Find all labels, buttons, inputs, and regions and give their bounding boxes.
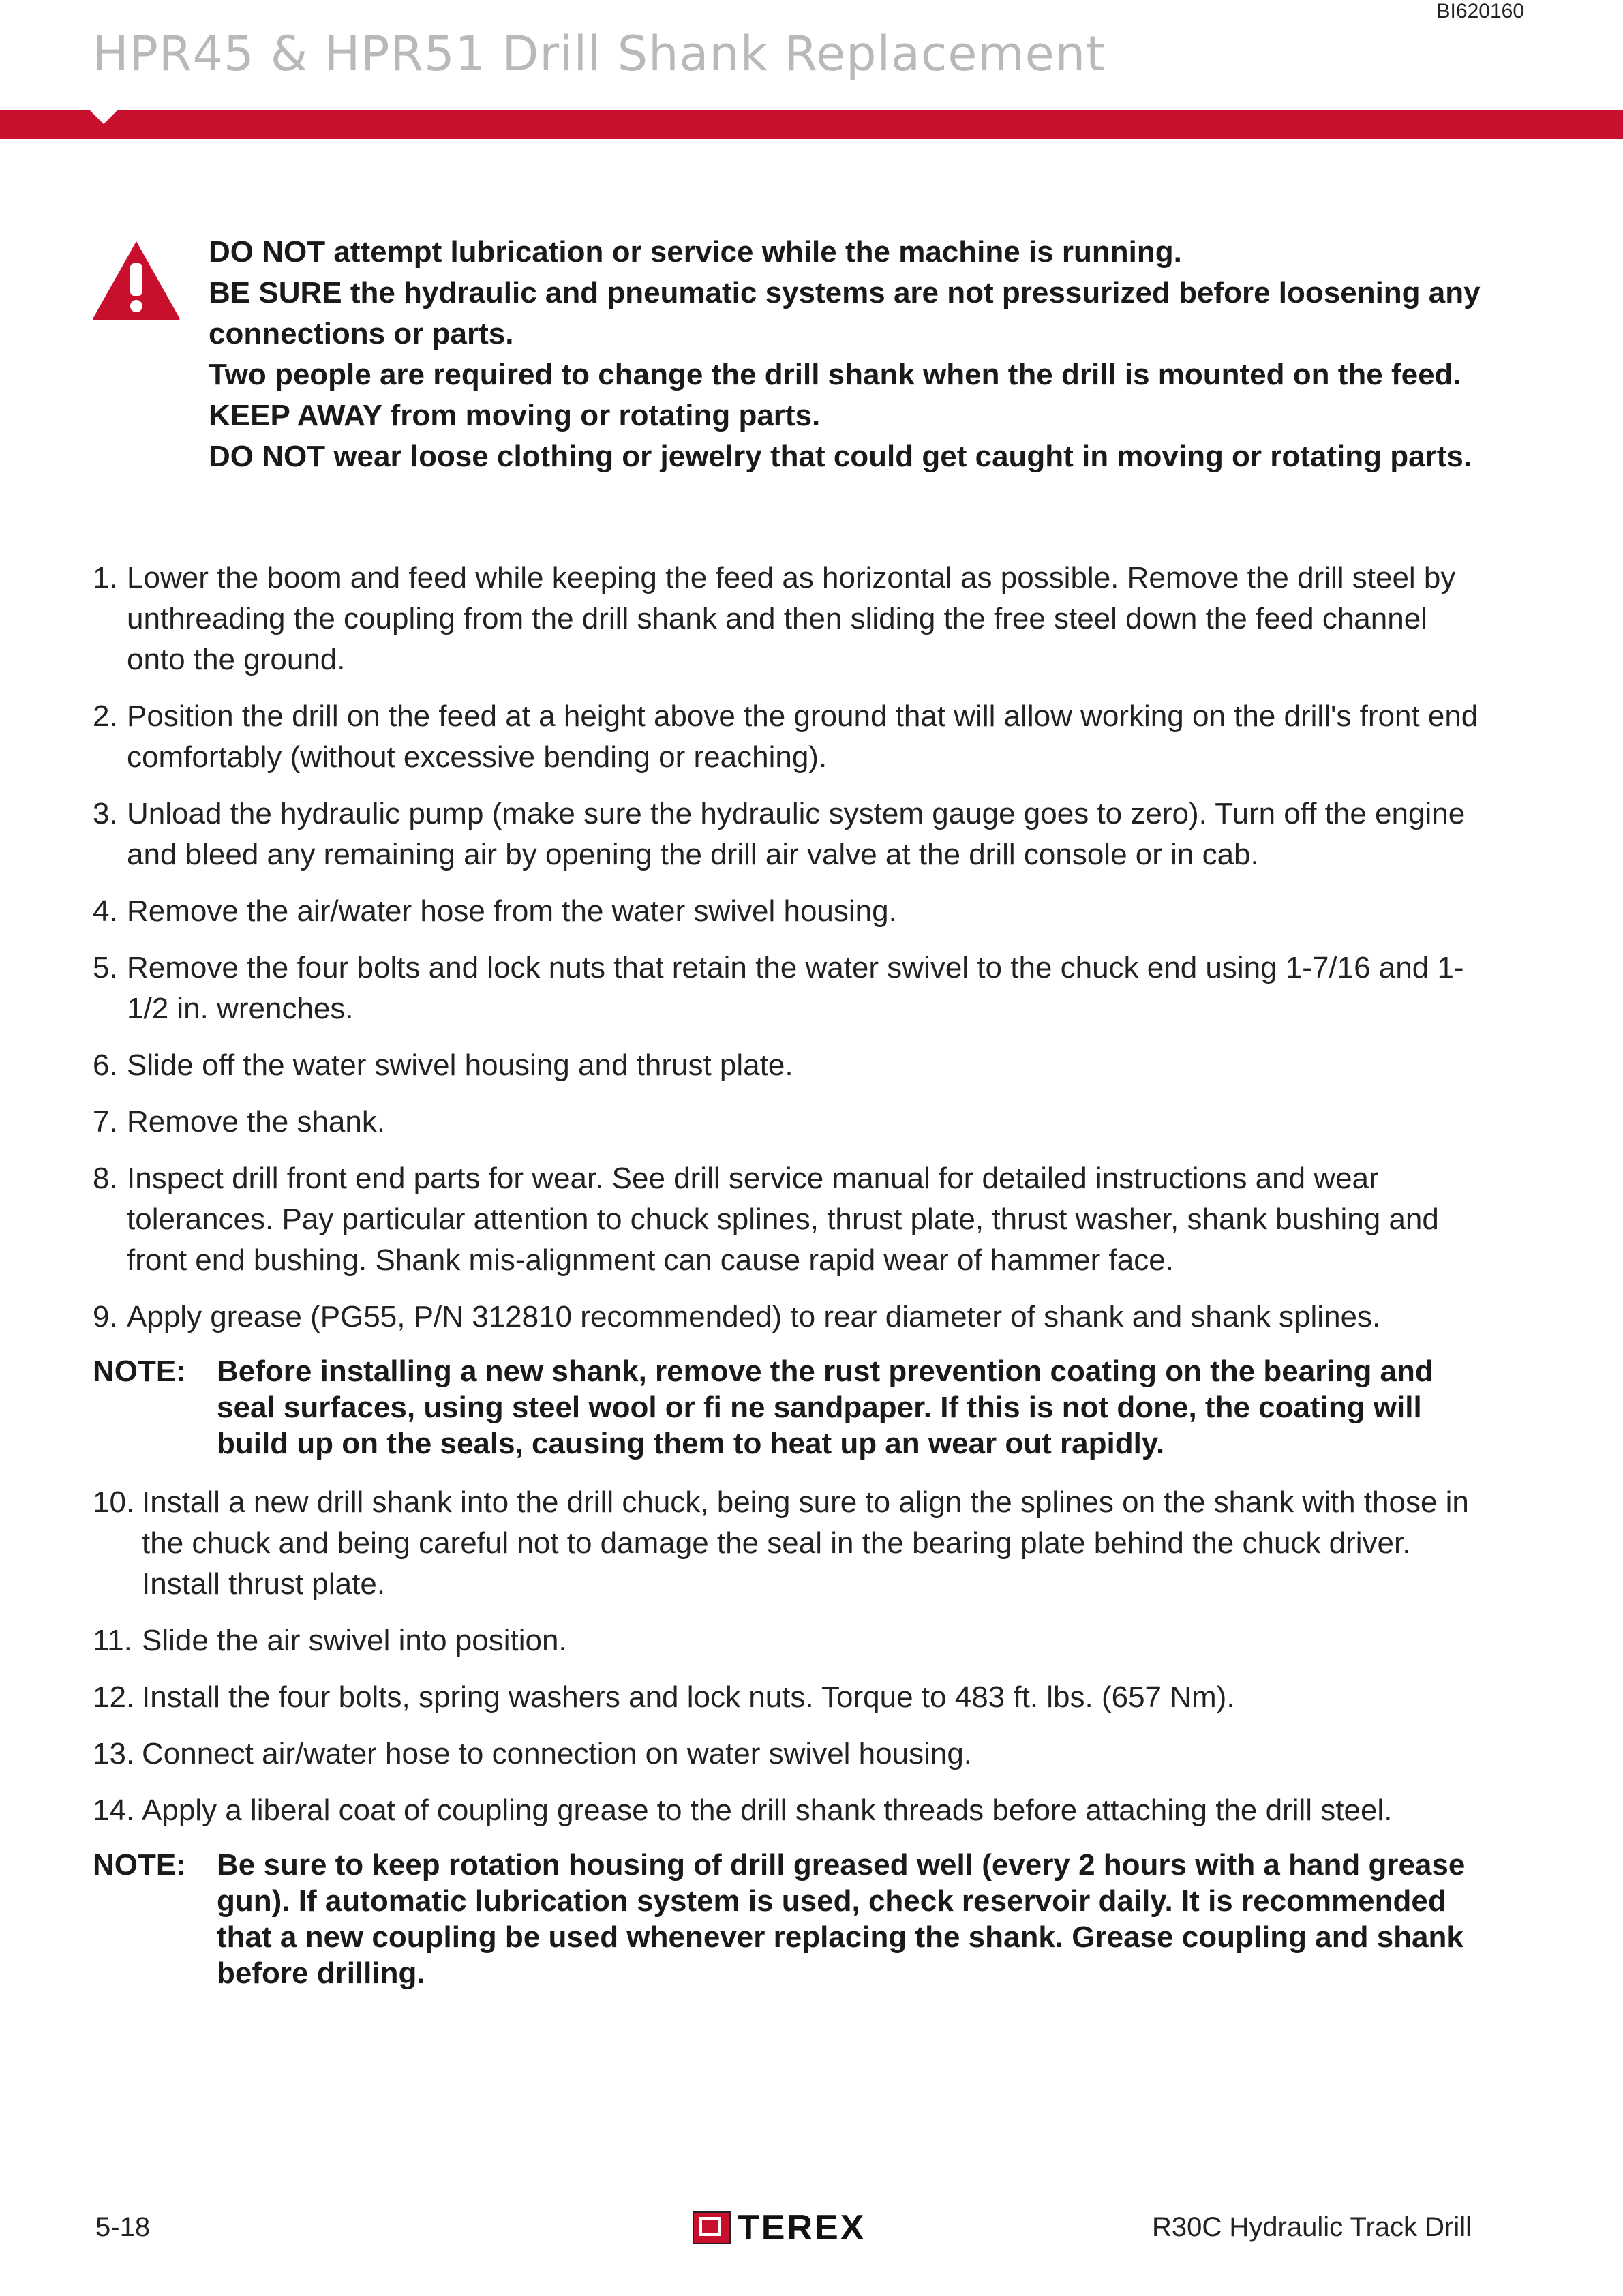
step-text: Install a new drill shank into the drill chuck, being sure to align the splines on the shank with those in the chuck and being careful not to damage the seal in the bearing plate behind the chuck driver. Install thrust plate. <box>142 1485 1469 1601</box>
step-text: Apply grease (PG55, P/N 312810 recommended) to rear diameter of shank and shank splines. <box>127 1300 1381 1333</box>
note-label: NOTE: <box>93 1355 186 1388</box>
header-notch <box>89 109 119 124</box>
warning-line: Two people are required to change the drill shank when the drill is mounted on the feed. <box>209 358 1461 391</box>
step-text: Unload the hydraulic pump (make sure the hydraulic system gauge goes to zero). Turn off the engine and bleed any remaining air by opening the drill air valve at the drill console or in cab. <box>127 797 1466 871</box>
note-block <box>93 1847 1483 1991</box>
list-item <box>93 1297 1483 1338</box>
step-number: 12. <box>93 1680 135 1714</box>
step-number: 5. <box>93 951 118 984</box>
terex-mark-icon <box>693 2211 731 2244</box>
document-name: R30C Hydraulic Track Drill <box>1152 2212 1472 2242</box>
note-block <box>93 1353 1483 1462</box>
terex-logo <box>693 2209 866 2247</box>
warning-line: BE SURE the hydraulic and pneumatic systems are not pressurized before loosening any connections or parts. <box>209 276 1481 350</box>
procedure-steps <box>93 558 1483 2012</box>
list-item <box>93 794 1483 875</box>
note-label: NOTE: <box>93 1848 186 1882</box>
step-number: 6. <box>93 1048 118 1082</box>
list-item <box>93 1102 1483 1143</box>
list-item <box>93 1158 1483 1281</box>
step-number: 4. <box>93 894 118 928</box>
page-title: HPR45 & HPR51 Drill Shank Replacement <box>93 26 1106 82</box>
list-item <box>93 1620 1483 1661</box>
step-number: 9. <box>93 1300 118 1333</box>
list-item <box>93 1045 1483 1086</box>
warning-triangle-icon <box>91 239 182 322</box>
list-item <box>93 948 1483 1029</box>
step-text: Inspect drill front end parts for wear. See drill service manual for detailed instructions and wear tolerances. Pay particular attention to chuck splines, thrust plate, thrust washer, shank bushing and front end bushing. Shank mis-alignment can cause rapid wear of hammer face. <box>127 1162 1439 1277</box>
list-item <box>93 1677 1483 1718</box>
header-bar <box>0 110 1623 139</box>
step-text: Position the drill on the feed at a height above the ground that will allow working on the drill's front end comfortably (without excessive bending or reaching). <box>127 699 1478 774</box>
step-text: Install the four bolts, spring washers and lock nuts. Torque to 483 ft. lbs. (657 Nm). <box>142 1680 1235 1714</box>
list-item <box>93 1734 1483 1774</box>
list-item <box>93 558 1483 680</box>
list-item <box>93 696 1483 778</box>
warning-line: DO NOT wear loose clothing or jewelry that could get caught in moving or rotating parts. <box>209 440 1472 473</box>
step-text: Connect air/water hose to connection on water swivel housing. <box>142 1737 973 1770</box>
logo-wordmark: TEREX <box>738 2208 866 2248</box>
step-number: 8. <box>93 1162 118 1195</box>
note-text: Be sure to keep rotation housing of drill greased well (every 2 hours with a hand grease gun). If automatic lubrication system is used, check reservoir daily. It is recommended that a new coupling be used whenever replacing the shank. Grease coupling and shank before drilling. <box>217 1848 1466 1990</box>
warning-line: DO NOT attempt lubrication or service while the machine is running. <box>209 235 1182 269</box>
step-number: 10. <box>93 1485 135 1519</box>
step-number: 3. <box>93 797 118 830</box>
step-number: 11. <box>93 1624 132 1657</box>
step-text: Remove the four bolts and lock nuts that retain the water swivel to the chuck end using 1-7/16 and 1-1/2 in. wrenches. <box>127 951 1464 1025</box>
step-number: 7. <box>93 1105 118 1138</box>
warning-text <box>209 232 1565 477</box>
step-text: Apply a liberal coat of coupling grease to the drill shank threads before attaching the drill steel. <box>142 1794 1393 1827</box>
step-number: 13. <box>93 1737 135 1770</box>
list-item <box>93 891 1483 932</box>
step-text: Slide off the water swivel housing and thrust plate. <box>127 1048 793 1082</box>
doc-id: BI620160 <box>1436 0 1524 22</box>
step-text: Remove the air/water hose from the water swivel housing. <box>127 894 897 928</box>
step-text: Remove the shank. <box>127 1105 386 1138</box>
page-number: 5-18 <box>95 2212 151 2242</box>
step-number: 1. <box>93 561 118 594</box>
warning-line: KEEP AWAY from moving or rotating parts. <box>209 399 821 432</box>
list-item <box>93 1482 1483 1605</box>
step-number: 2. <box>93 699 118 733</box>
step-text: Slide the air swivel into position. <box>142 1624 567 1657</box>
note-text: Before installing a new shank, remove the rust prevention coating on the bearing and seal surfaces, using steel wool or fi ne sandpaper. If this is not done, the coating will build up on the seals, causing them to heat up an wear out rapidly. <box>217 1355 1434 1460</box>
list-item <box>93 1790 1483 1831</box>
step-number: 14. <box>93 1794 135 1827</box>
step-text: Lower the boom and feed while keeping the feed as horizontal as possible. Remove the drill steel by unthreading the coupling from the drill shank and then sliding the free steel down the feed channel onto the ground. <box>127 561 1456 676</box>
